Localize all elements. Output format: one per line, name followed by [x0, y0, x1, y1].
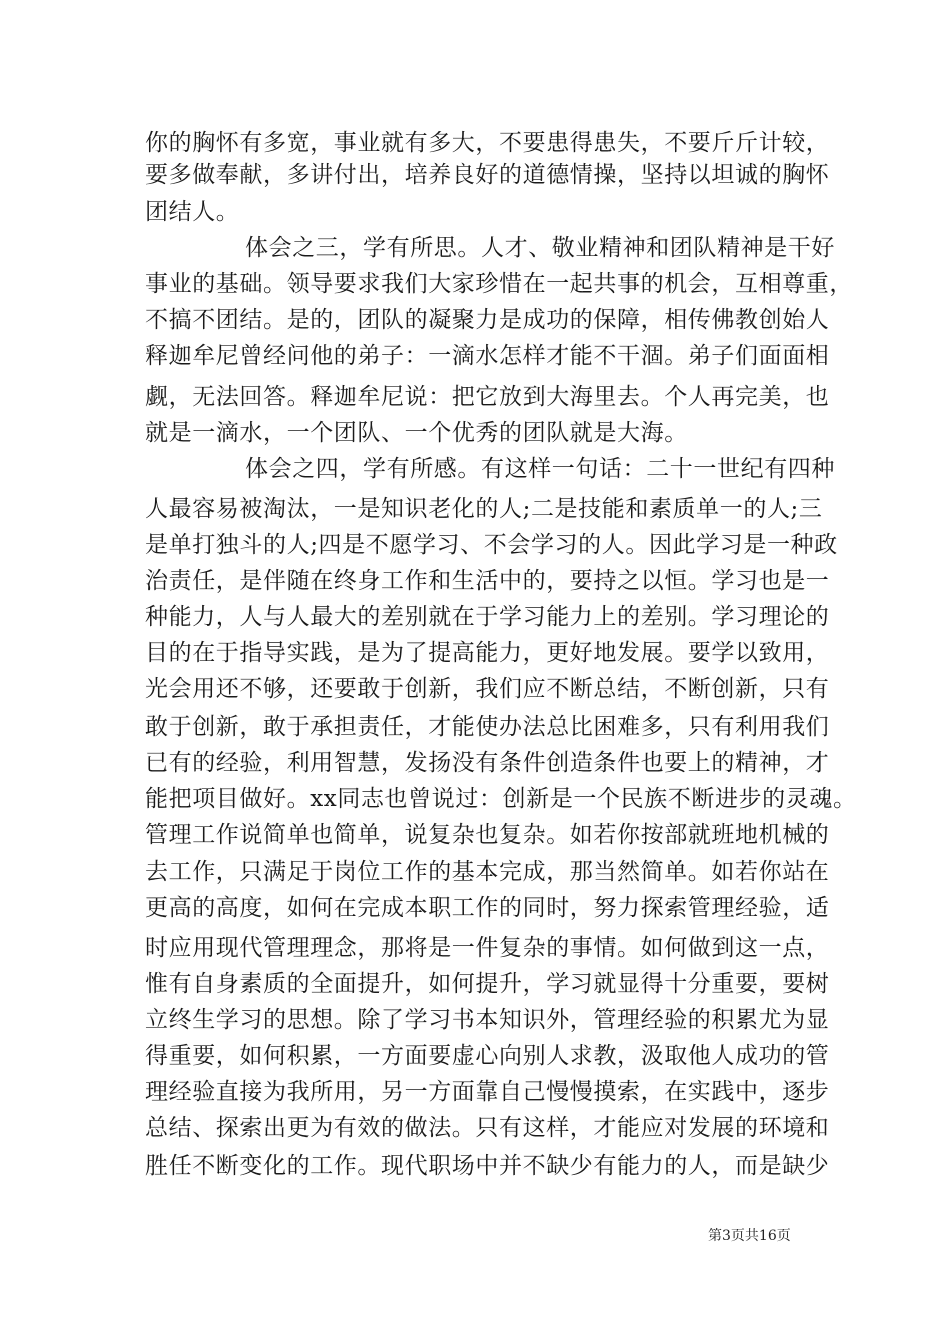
text-line: 要多做奉献，多讲付出，培养良好的道德情操，坚持以坦诚的胸怀 [145, 162, 830, 188]
page-number: 第3页共16页 [708, 1228, 791, 1244]
text-line: 时应用现代管理理念，那将是一件复杂的事情。如何做到这一点， [145, 935, 830, 961]
text-line: 去工作，只满足于岗位工作的基本完成，那当然简单。如若你站在 [145, 859, 830, 885]
text-line: 释迦牟尼曾经问他的弟子：一滴水怎样才能不干涸。弟子们面面相 [145, 343, 830, 369]
text-line: 觑，无法回答。释迦牟尼说：把它放到大海里去。个人再完美，也 [145, 384, 830, 410]
text-line: 胜任不断变化的工作。现代职场中并不缺少有能力的人，而是缺少 [145, 1153, 830, 1179]
text-line: 立终生学习的思想。除了学习书本知识外，管理经验的积累尤为显 [145, 1007, 830, 1033]
text-line: 惟有自身素质的全面提升，如何提升，学习就显得十分重要，要树 [145, 971, 830, 997]
text-line: 管理工作说简单也简单，说复杂也复杂。如若你按部就班地机械的 [145, 822, 830, 848]
text-line: 团结人。 [145, 199, 240, 225]
text-line: 你的胸怀有多宽，事业就有多大，不要患得患失，不要斤斤计较， [145, 130, 830, 156]
text-line: 不搞不团结。是的，团队的凝聚力是成功的保障，相传佛教创始人 [145, 307, 830, 333]
text-line: 得重要，如何积累，一方面要虚心向别人求教，汲取他人成功的管 [145, 1043, 830, 1069]
text-line: 种能力，人与人最大的差别就在于学习能力上的差别。学习理论的 [145, 604, 830, 630]
text-line: 更高的高度，如何在完成本职工作的同时，努力探索管理经验，适 [145, 895, 830, 921]
text-line: 敢于创新，敢于承担责任，才能使办法总比困难多，只有利用我们 [145, 714, 830, 740]
paragraph-start-line: 体会之三，学有所思。人才、敬业精神和团队精神是干好 [245, 235, 835, 261]
text-line: 治责任，是伴随在终身工作和生活中的，要持之以恒。学习也是一 [145, 568, 830, 594]
text-line: 就是一滴水，一个团队、一个优秀的团队就是大海。 [145, 420, 688, 446]
text-line: 目的在于指导实践，是为了提高能力，更好地发展。要学以致用， [145, 640, 830, 666]
text-line: 能把项目做好。xx同志也曾说过：创新是一个民族不断进步的灵魂。 [145, 786, 857, 812]
text-line: 是单打独斗的人;四是不愿学习、不会学习的人。因此学习是一种政 [145, 532, 838, 558]
text-line: 理经验直接为我所用，另一方面靠自己慢慢摸索，在实践中，逐步 [145, 1079, 830, 1105]
text-line: 总结、探索出更为有效的做法。只有这样，才能应对发展的环境和 [145, 1115, 830, 1141]
text-line: 事业的基础。领导要求我们大家珍惜在一起共事的机会，互相尊重， [145, 271, 853, 297]
paragraph-start-line: 体会之四，学有所感。有这样一句话：二十一世纪有四种 [245, 456, 835, 482]
text-line: 已有的经验，利用智慧，发扬没有条件创造条件也要上的精神，才 [145, 750, 830, 776]
text-line: 人最容易被淘汰，一是知识老化的人;二是技能和素质单一的人;三 [145, 496, 823, 522]
text-line: 光会用还不够，还要敢于创新，我们应不断总结，不断创新，只有 [145, 676, 830, 702]
